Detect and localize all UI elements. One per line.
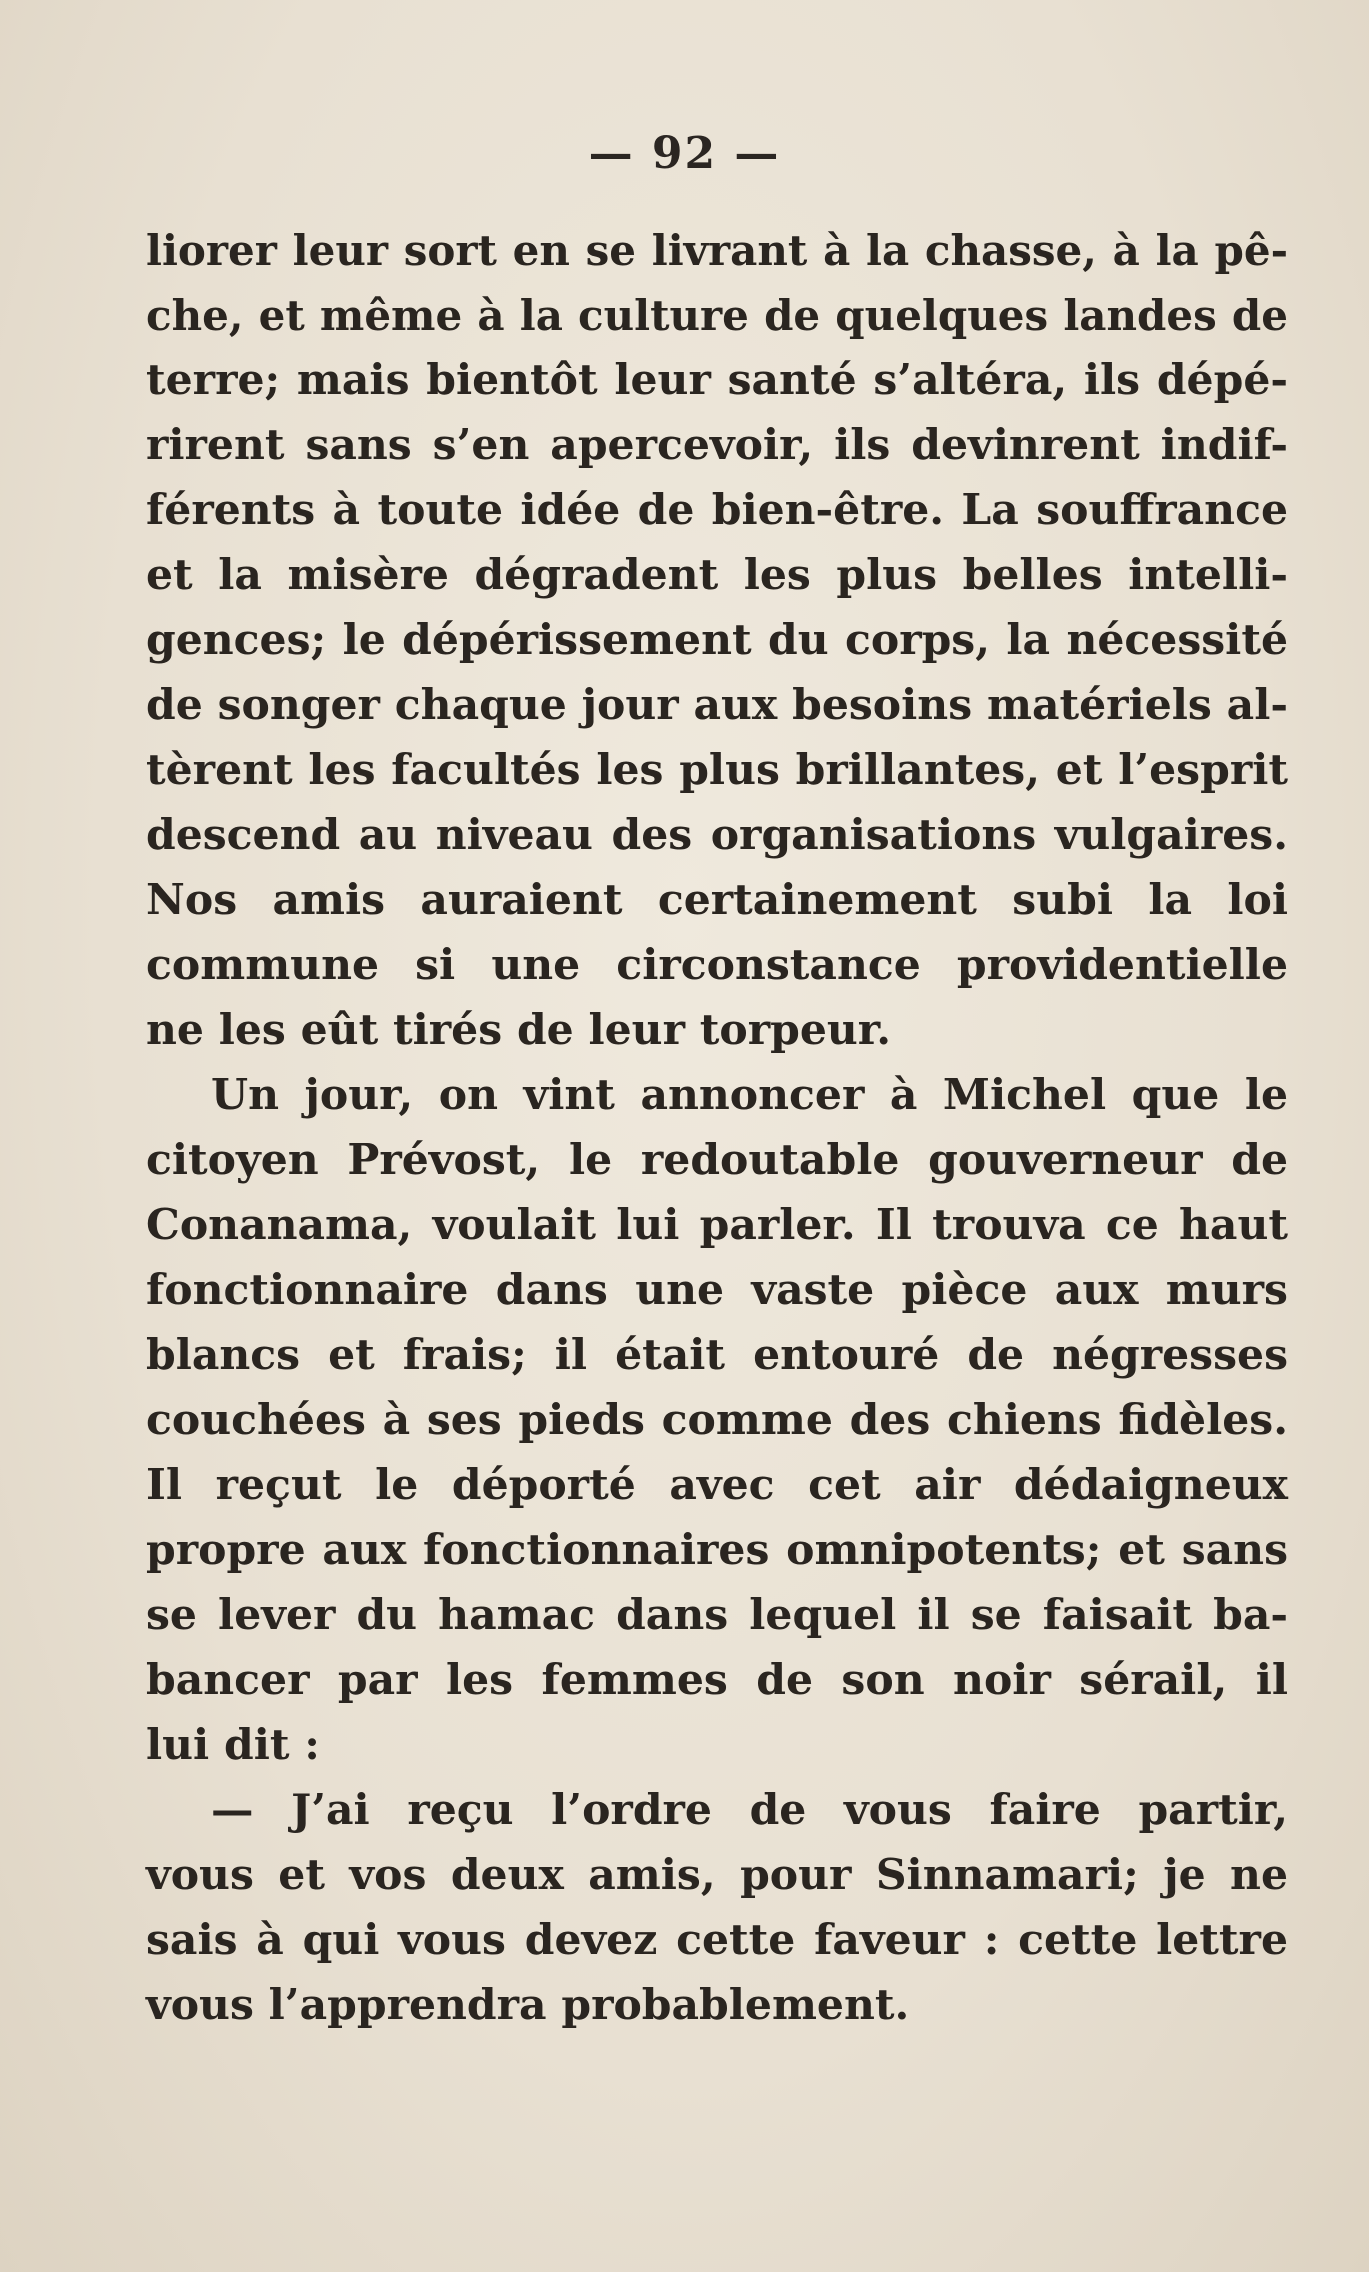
text-line: se lever du hamac dans lequel il se faisait ba- [146, 1590, 1288, 1640]
text-line: Il reçut le déporté avec cet air dédaigneux [146, 1460, 1288, 1510]
text-line: Un jour, on vint annoncer à Michel que le [211, 1070, 1288, 1120]
text-line: terre; mais bientôt leur santé s’altéra, ils dépé- [146, 355, 1288, 405]
text-line: descend au niveau des organisations vulgaires. [146, 810, 1288, 860]
text-line: citoyen Prévost, le redoutable gouverneur de [146, 1135, 1288, 1185]
text-line: bancer par les femmes de son noir sérail, il [146, 1655, 1288, 1705]
text-line: commune si une circonstance providentielle [146, 940, 1288, 990]
text-line: propre aux fonctionnaires omnipotents; et sans [146, 1525, 1288, 1575]
text-line: blancs et frais; il était entouré de négresses [146, 1330, 1288, 1380]
text-line: — J’ai reçu l’ordre de vous faire partir, [211, 1785, 1288, 1835]
text-line: couchées à ses pieds comme des chiens fidèles. [146, 1395, 1288, 1445]
text-line: sais à qui vous devez cette faveur : cette lettre [146, 1915, 1288, 1965]
text-line: de songer chaque jour aux besoins matériels al- [146, 680, 1288, 730]
text-line: Conanama, voulait lui parler. Il trouva ce haut [146, 1200, 1288, 1250]
text-line: fonctionnaire dans une vaste pièce aux murs [146, 1265, 1288, 1315]
page-number: — 92 — [588, 128, 781, 179]
text-line: gences; le dépérissement du corps, la nécessité [146, 615, 1288, 665]
text-line: vous l’apprendra probablement. [146, 1980, 910, 2030]
text-line: tèrent les facultés les plus brillantes, et l’esprit [146, 745, 1288, 795]
text-line: che, et même à la culture de quelques landes de [146, 291, 1288, 340]
text-line: rirent sans s’en apercevoir, ils devinrent indif- [146, 420, 1288, 470]
text-line: férents à toute idée de bien-être. La souffrance [146, 485, 1288, 535]
text-line: liorer leur sort en se livrant à la chasse, à la pê- [146, 226, 1288, 275]
text-line: ne les eût tirés de leur torpeur. [146, 1005, 892, 1055]
text-line: vous et vos deux amis, pour Sinnamari; je ne [146, 1850, 1288, 1900]
text-line: lui dit : [146, 1720, 320, 1770]
text-line: Nos amis auraient certainement subi la loi [146, 875, 1288, 925]
body-text [146, 218, 1288, 2038]
text-line: et la misère dégradent les plus belles intelli- [146, 550, 1288, 600]
